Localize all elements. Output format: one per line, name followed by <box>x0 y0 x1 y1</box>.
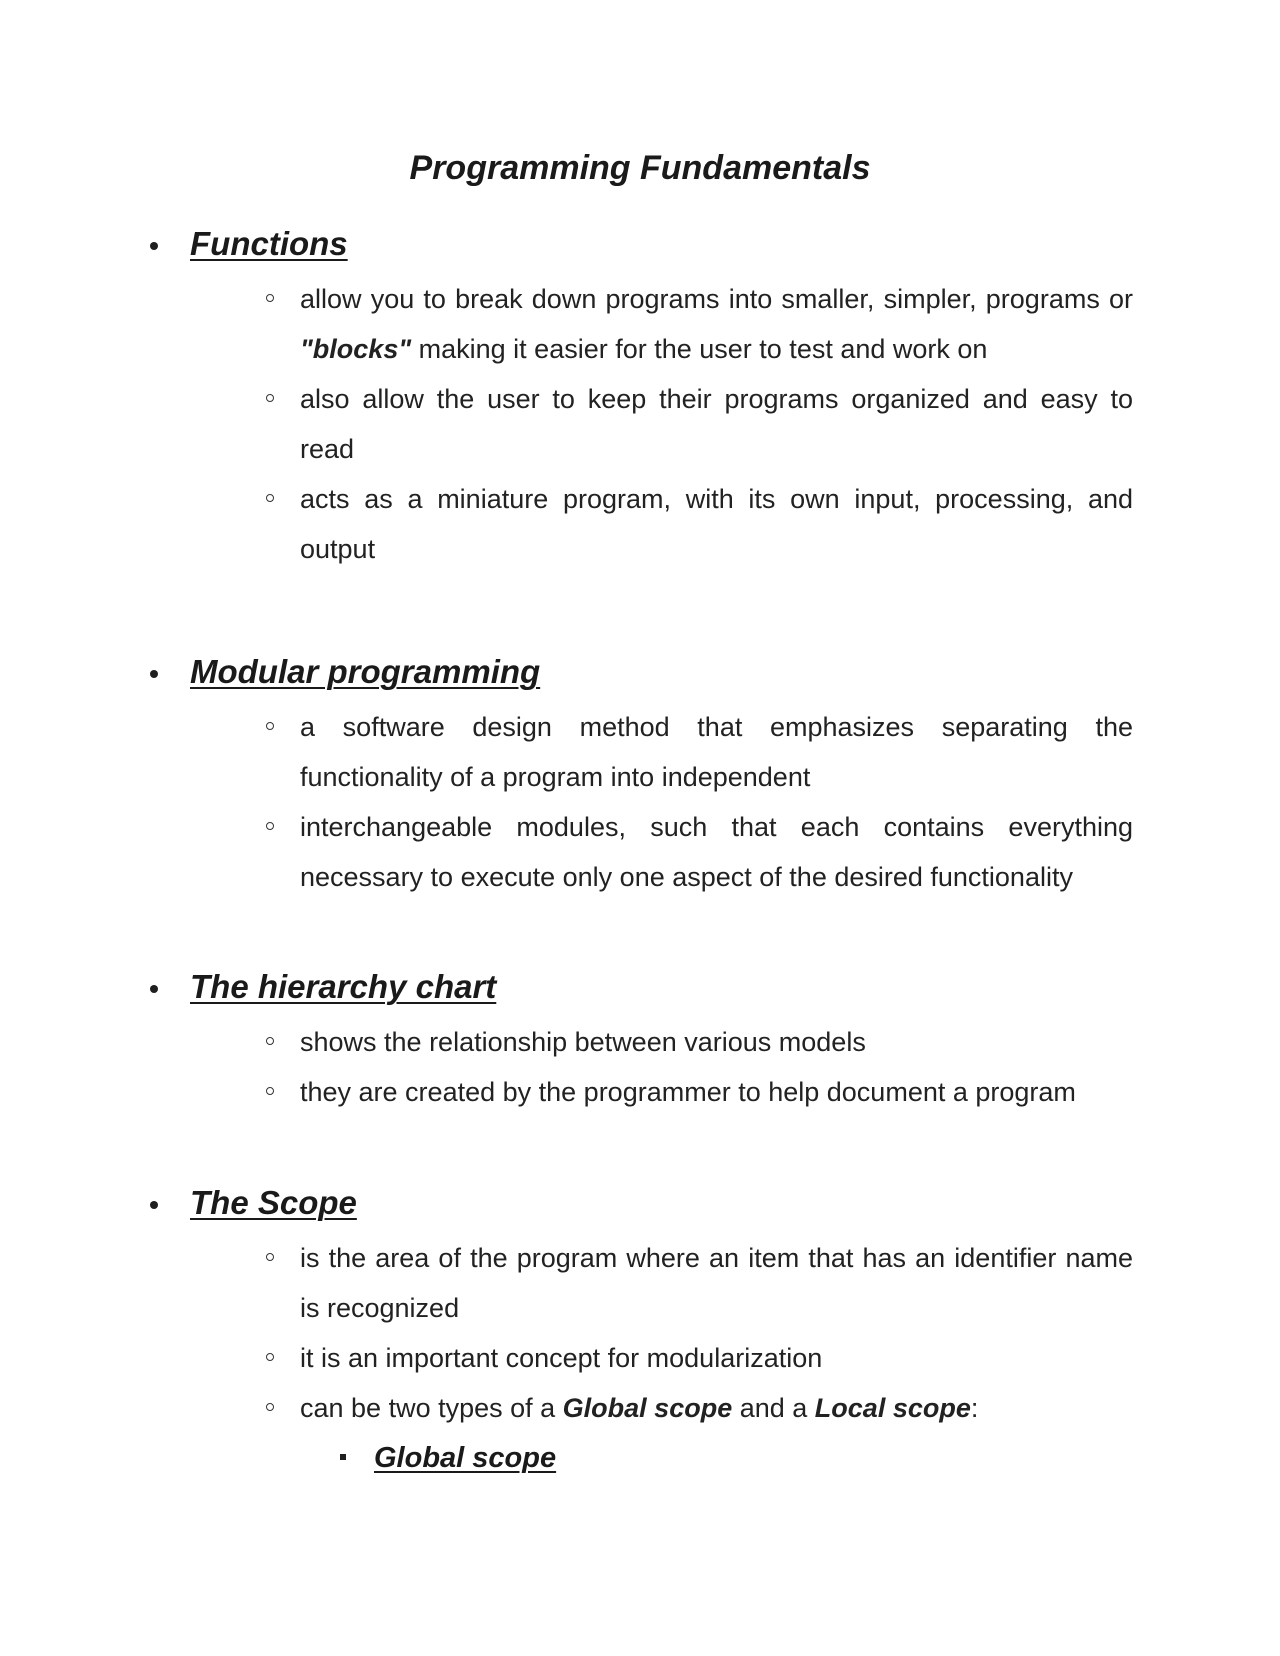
hollow-bullet-icon <box>266 1037 274 1045</box>
hollow-bullet-icon <box>266 1353 274 1361</box>
hollow-bullet-icon <box>266 394 274 402</box>
section-items <box>150 274 1133 574</box>
list-item <box>150 802 1133 902</box>
list-item <box>150 702 1133 802</box>
item-text: allow you to break down programs into smaller, simpler, programs or <box>300 284 1133 314</box>
item-text: they are created by the programmer to help document a program <box>300 1077 1076 1107</box>
section-heading-row <box>150 965 1130 1009</box>
item-text: a software design method that emphasizes separating the functionality of a program into independent <box>300 712 1133 792</box>
section-title: The Scope <box>190 1184 357 1221</box>
bullet-icon <box>150 670 158 678</box>
item-emphasis-global-scope: Global scope <box>562 1393 733 1423</box>
hollow-bullet-icon <box>266 1253 274 1261</box>
section-items <box>150 1017 1130 1117</box>
bullet-icon <box>150 242 158 250</box>
hollow-bullet-icon <box>266 822 274 830</box>
item-text: and a <box>732 1393 815 1423</box>
list-item <box>150 1383 1133 1433</box>
section-title: Modular programming <box>190 653 541 690</box>
list-item <box>150 274 1133 374</box>
section-heading-row <box>150 222 1130 266</box>
list-item <box>150 1017 1133 1067</box>
section-modular-programming <box>150 650 1133 902</box>
list-item <box>150 1067 1133 1117</box>
list-item <box>150 1233 1133 1333</box>
list-item <box>150 1333 1133 1383</box>
section-the-scope <box>150 1181 1133 1483</box>
item-emphasis-local-scope: Local scope <box>814 1393 971 1423</box>
item-text: can be two types of a <box>300 1393 563 1423</box>
item-text: : <box>970 1393 979 1423</box>
list-item <box>150 474 1133 574</box>
section-hierarchy-chart <box>150 965 1130 1117</box>
section-items <box>150 1233 1133 1433</box>
item-emphasis: "blocks" <box>300 334 412 364</box>
item-text: acts as a miniature program, with its own input, processing, and output <box>300 484 1133 564</box>
list-item <box>150 374 1133 474</box>
item-text: making it easier for the user to test and work on <box>411 334 988 364</box>
hollow-bullet-icon <box>266 1403 274 1411</box>
item-text: shows the relationship between various models <box>300 1027 866 1057</box>
hollow-bullet-icon <box>266 1087 274 1095</box>
hollow-bullet-icon <box>266 722 274 730</box>
item-text: is the area of the program where an item that has an identifier name is recognized <box>300 1243 1133 1323</box>
item-text: also allow the user to keep their programs organized and easy to read <box>300 384 1133 464</box>
bullet-icon <box>150 985 158 993</box>
section-heading-row <box>150 650 1130 694</box>
item-text: interchangeable modules, such that each contains everything necessary to execute only one aspect of the desired functionality <box>300 812 1133 892</box>
section-title: The hierarchy chart <box>190 968 497 1005</box>
hollow-bullet-icon <box>266 294 274 302</box>
section-items <box>150 702 1133 902</box>
hollow-bullet-icon <box>266 494 274 502</box>
sub-list-item <box>150 1433 1130 1483</box>
section-functions <box>150 222 1133 574</box>
sub-item-label: Global scope <box>374 1442 557 1474</box>
square-bullet-icon <box>340 1454 346 1460</box>
section-heading-row <box>150 1181 1130 1225</box>
section-title: Functions <box>190 225 348 262</box>
bullet-icon <box>150 1201 158 1209</box>
item-text: it is an important concept for modularization <box>300 1343 823 1373</box>
page-title: Programming Fundamentals <box>409 149 871 187</box>
